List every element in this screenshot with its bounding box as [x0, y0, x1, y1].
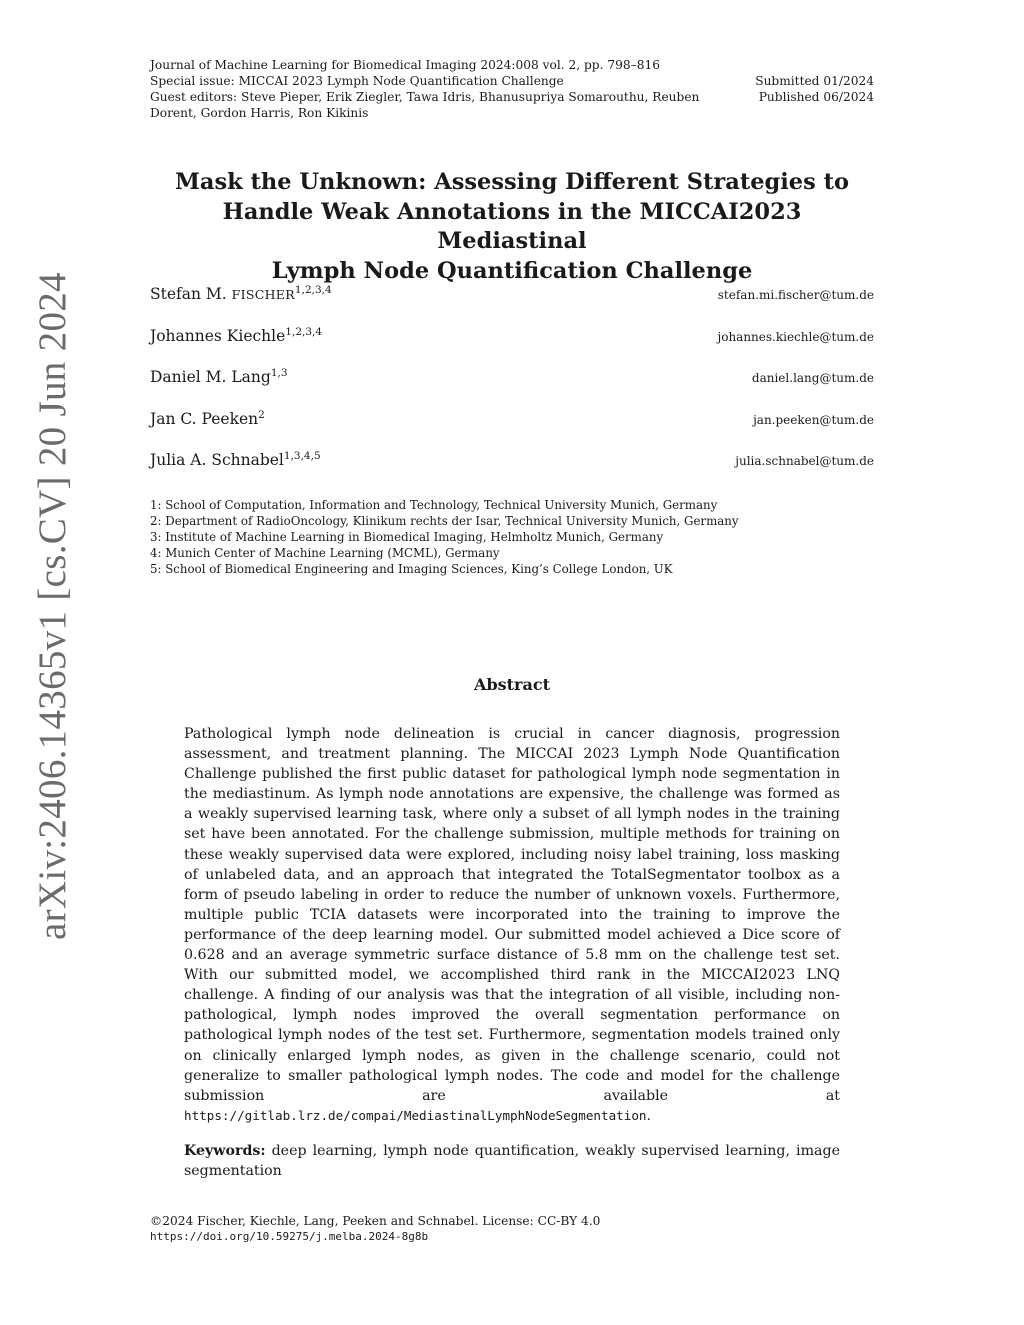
license-line: ©2024 Fischer, Kiechle, Lang, Peeken and Schnabel. License: CC-BY 4.0: [150, 1214, 601, 1228]
published-date: Published 06/2024: [758, 90, 874, 104]
arxiv-stamp: arXiv:2406.14365v1 [cs.CV] 20 Jun 2024: [31, 272, 74, 940]
author-email: jan.peeken@tum.de: [753, 412, 874, 427]
guest-editors-line-2: Dorent, Gordon Harris, Ron Kikinis: [150, 106, 369, 120]
affiliation-item: 2: Department of RadioOncology, Klinikum rechts der Isar, Technical University Munich, Germany: [150, 514, 739, 528]
abstract-heading: Abstract: [474, 675, 550, 694]
affiliation-item: 1: School of Computation, Information and Technology, Technical University Munich, Germany: [150, 498, 718, 512]
footer: [150, 1213, 600, 1245]
guest-editors-line: Guest editors: Steve Pieper, Erik Ziegler, Tawa Idris, Bhanusupriya Somarouthu, Reuben: [150, 90, 700, 104]
abstract-text: Pathological lymph node delineation is crucial in cancer diagnosis, progression assessment, and treatment planning. The MICCAI 2023 Lymph Node Quantification Challenge published the first public dataset for pathological lymph node segmentation in the mediastinum. As lymph node annotations are expensive, the challenge was formed as a weakly supervised learning task, where only a subset of all lymph nodes in the training set have been annotated. For the challenge submission, multiple methods for training on these weakly supervised data were explored, including noisy label training, loss masking of unlabeled data, and an approach that integrated the TotalSegmentator toolbox as a form of pseudo labeling in order to reduce the number of unknown voxels. Furthermore, multiple public TCIA datasets were incorporated into the training to improve the performance of the deep learning model. Our submitted model achieved a Dice score of 0.628 and an average symmetric surface distance of 5.8 mm on the challenge test set. With our submitted model, we accomplished third rank in the MICCAI2023 LNQ challenge. A finding of our analysis was that the integration of all visible, including non-pathological, lymph nodes improved the overall segmentation performance on pathological lymph nodes of the test set. Furthermore, segmentation models trained only on clinically enlarged lymph nodes, as given in the challenge scenario, could not generalize to smaller pathological lymph nodes. The code and model for the challenge submission are available at: [184, 726, 840, 1104]
keywords-text: deep learning, lymph node quantification, weakly supervised learning, image segmentation: [184, 1143, 840, 1180]
special-issue-line: Special issue: MICCAI 2023 Lymph Node Quantification Challenge: [150, 74, 564, 88]
journal-header: [150, 57, 874, 121]
paper-title: [150, 168, 874, 286]
code-url-link[interactable]: https://gitlab.lrz.de/compai/MediastinalLymphNodeSegmentation: [184, 1107, 647, 1123]
journal-line: Journal of Machine Learning for Biomedical Imaging 2024:008 vol. 2, pp. 798–816: [150, 58, 660, 72]
affiliations: [150, 497, 874, 577]
author-name: Johannes Kiechle$^{1,2,3,4}$: [150, 325, 323, 345]
affiliation-item: 3: Institute of Machine Learning in Biomedical Imaging, Helmholtz Munich, Germany: [150, 530, 664, 544]
author-email: julia.schnabel@tum.de: [735, 454, 874, 469]
author-name: Stefan M. FISCHER$^{1,2,3,4}$: [150, 284, 332, 304]
doi-link[interactable]: https://doi.org/10.59275/j.melba.2024-8g8b: [150, 1230, 429, 1243]
author-row: [150, 326, 874, 368]
author-row: [150, 367, 874, 409]
author-email: stefan.mi.fischer@tum.de: [717, 288, 874, 303]
author-email: daniel.lang@tum.de: [751, 371, 874, 386]
affiliation-item: 4: Munich Center of Machine Learning (MCML), Germany: [150, 546, 500, 560]
title-line: Handle Weak Annotations in the MICCAI2023 Mediastinal: [222, 198, 802, 254]
author-email: johannes.kiechle@tum.de: [717, 329, 874, 344]
title-line: Mask the Unknown: Assessing Different Strategies to: [174, 169, 850, 195]
keywords-label: Keywords:: [184, 1143, 266, 1159]
author-row: [150, 409, 874, 451]
keywords: [184, 1141, 840, 1181]
author-row: [150, 284, 874, 326]
submitted-date: Submitted 01/2024: [755, 74, 874, 88]
author-list: [150, 284, 874, 492]
abstract-body: Pathological lymph node delineation is crucial in cancer diagnosis, progression assessment, and treatment planning. The MICCAI 2023 Lymph Node Quantification Challenge published the first public dataset for pathological lymph node segmentation in the mediastinum. As lymph node annotations are expensive, the challenge was formed as a weakly supervised learning task, where only a subset of all lymph nodes in the training set have been annotated. For the challenge submission, multiple methods for training on these weakly supervised data were explored, including noisy label training, loss masking of unlabeled data, and an approach that integrated the TotalSegmentator toolbox as a form of pseudo labeling in order to reduce the number of unknown voxels. Furthermore, multiple public TCIA datasets were incorporated into the training to improve the performance of the deep learning model. Our submitted model achieved a Dice score of 0.628 and an average symmetric surface distance of 5.8 mm on the challenge test set. With our submitted model, we accomplished third rank in the MICCAI2023 LNQ challenge. A finding of our analysis was that the integration of all visible, including non-pathological, lymph nodes improved the overall segmentation performance on pathological lymph nodes of the test set. Furthermore, segmentation models trained only on clinically enlarged lymph nodes, as given in the challenge scenario, could not generalize to smaller pathological lymph nodes. The code and model for the challenge submission are available at https://gitlab.lrz.de/compai/MediastinalLymphNodeSegmentation.: [184, 726, 840, 1124]
author-name: Jan C. Peeken$^2$: [150, 408, 265, 428]
title-line: Lymph Node Quantification Challenge: [271, 257, 753, 284]
author-name: Daniel M. Lang$^{1,3}$: [150, 367, 288, 387]
author-row: [150, 450, 874, 492]
affiliation-item: 5: School of Biomedical Engineering and Imaging Sciences, King’s College London, UK: [150, 562, 673, 576]
author-name: Julia A. Schnabel$^{1,3,4,5}$: [150, 450, 321, 470]
